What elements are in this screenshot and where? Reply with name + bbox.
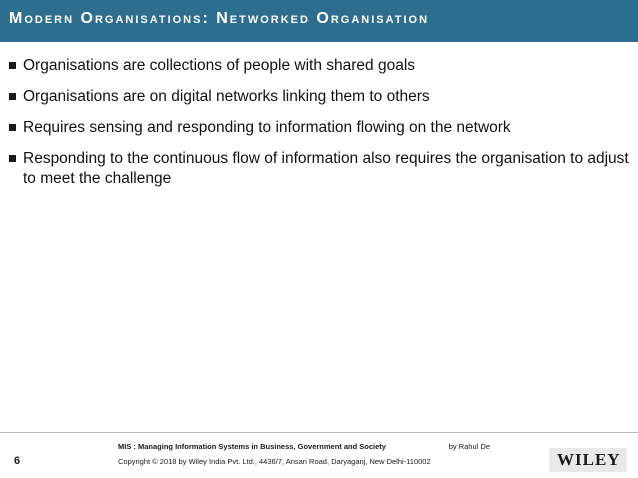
- publisher-logo: [549, 448, 627, 472]
- bullet-list: [9, 56, 629, 200]
- square-bullet-icon: [9, 93, 16, 100]
- bullet-text: Organisations are collections of people with shared goals: [23, 57, 416, 74]
- credit-line: [118, 442, 490, 452]
- footer-divider: [0, 432, 638, 433]
- book-title: MIS : Managing Information Systems in Business, Government and Society: [118, 442, 386, 451]
- square-bullet-icon: [9, 155, 16, 162]
- square-bullet-icon: [9, 62, 16, 69]
- page-number: 6: [14, 455, 21, 467]
- author: by Rahul De: [448, 442, 490, 451]
- bullet-item: [9, 149, 629, 189]
- square-bullet-icon: [9, 124, 16, 131]
- bullet-text: Responding to the continuous flow of information also requires the organisation to adjust to meet the challenge: [23, 150, 629, 187]
- bullet-item: [9, 87, 629, 107]
- title-bar: [0, 0, 638, 42]
- bullet-item: [9, 118, 629, 138]
- slide-title: Modern Organisations: Networked Organisation: [9, 10, 430, 27]
- bullet-text: Requires sensing and responding to information flowing on the network: [23, 119, 511, 136]
- bullet-text: Organisations are on digital networks linking them to others: [23, 88, 430, 105]
- footer-credits: [118, 442, 490, 467]
- bullet-item: [9, 56, 629, 76]
- copyright-notice: Copyright © 2018 by Wiley India Pvt. Ltd., 4436/7, Ansari Road, Daryaganj, New Delhi-110002: [118, 457, 431, 466]
- logo-text: WILEY: [557, 450, 621, 469]
